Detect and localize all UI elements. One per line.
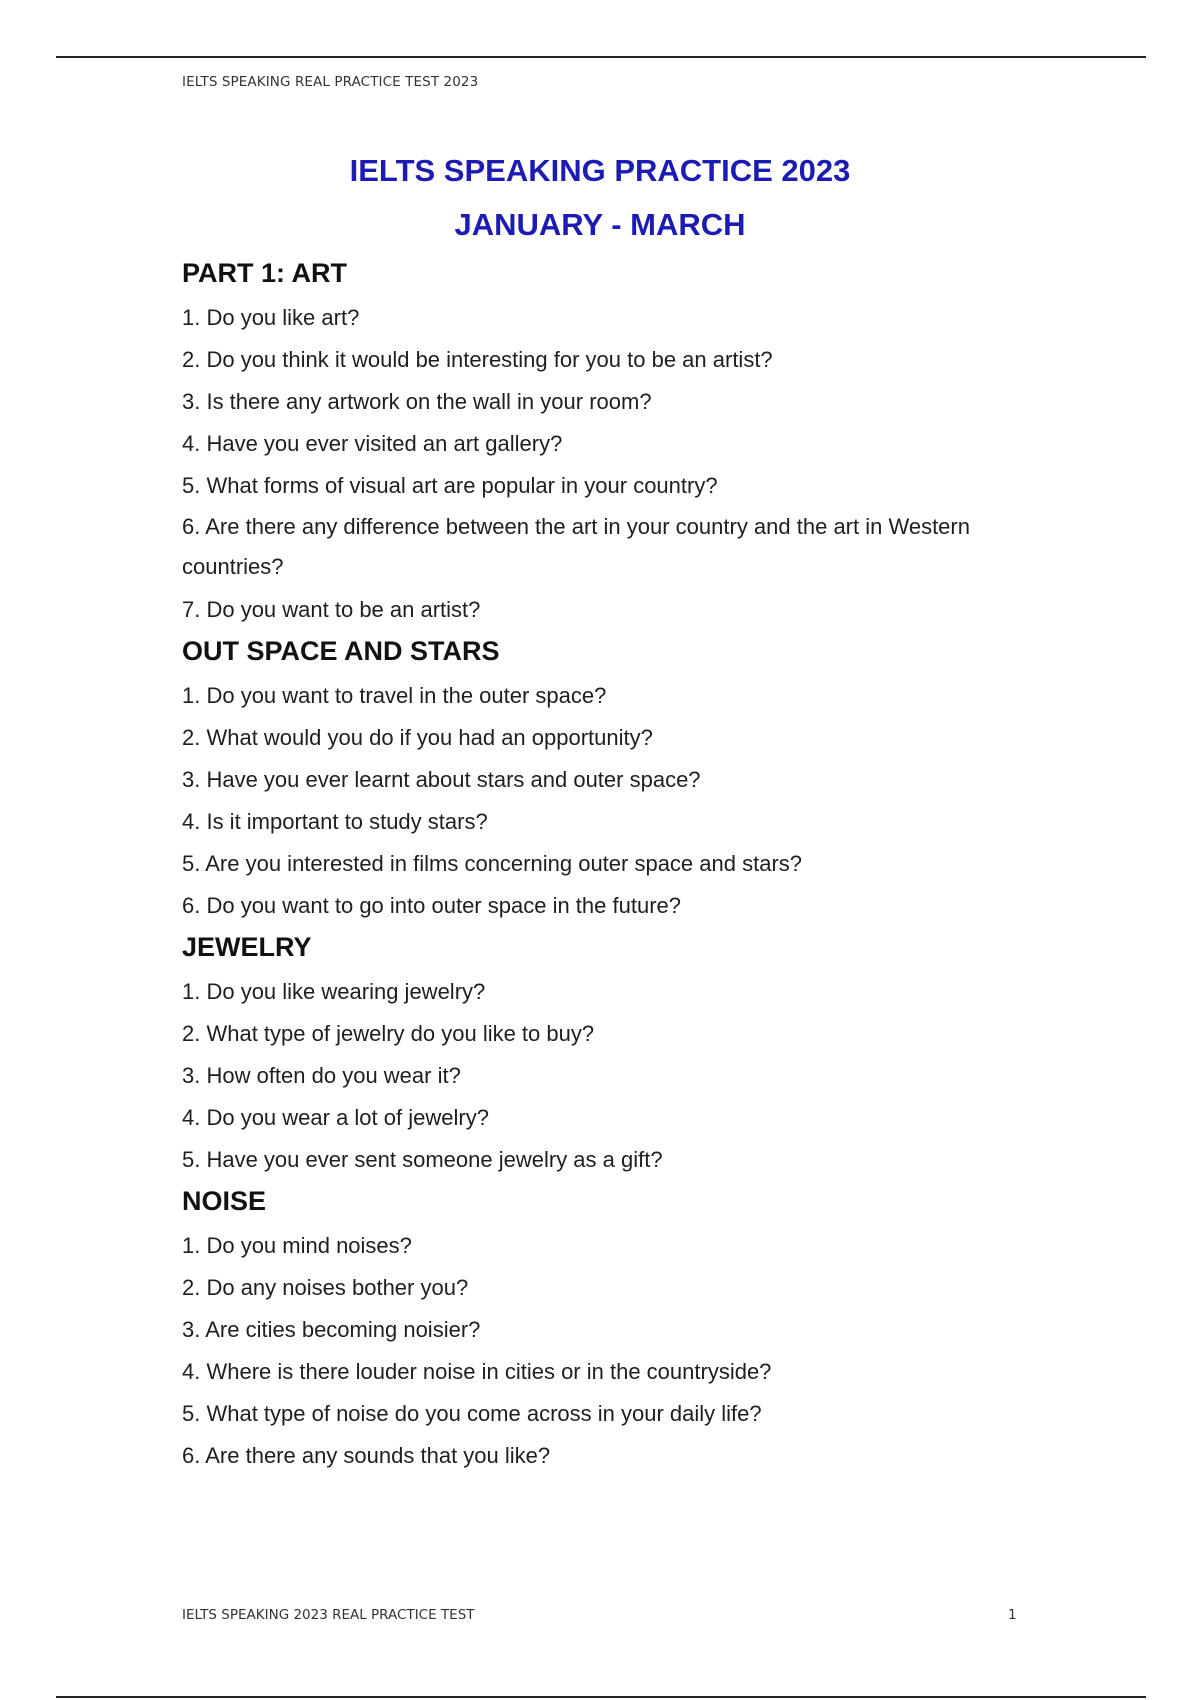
document-subtitle: JANUARY - MARCH: [454, 207, 746, 242]
question-item: 3. How often do you wear it?: [182, 1063, 461, 1088]
page-number: 1: [1008, 1607, 1017, 1623]
question-item: 4. Do you wear a lot of jewelry?: [182, 1105, 489, 1130]
question-item: 4. Have you ever visited an art gallery?: [182, 431, 563, 456]
section-heading: JEWELRY: [182, 932, 312, 962]
running-header: IELTS SPEAKING REAL PRACTICE TEST 2023: [182, 74, 479, 90]
document-title: IELTS SPEAKING PRACTICE 2023: [349, 153, 851, 188]
question-item: 1. Do you like wearing jewelry?: [182, 979, 486, 1004]
question-item: 3. Have you ever learnt about stars and outer space?: [182, 767, 701, 792]
question-item: 2. What type of jewelry do you like to buy?: [182, 1021, 595, 1046]
question-item: 6. Are there any difference between the art in your country and the art in Western countries?: [182, 514, 970, 579]
question-item: 5. Have you ever sent someone jewelry as a gift?: [182, 1147, 663, 1172]
section-heading: PART 1: ART: [182, 258, 347, 288]
running-footer: IELTS SPEAKING 2023 REAL PRACTICE TEST: [182, 1607, 475, 1623]
question-item: 7. Do you want to be an artist?: [182, 597, 481, 622]
document-title-block: [0, 144, 1200, 252]
question-item: 1. Do you mind noises?: [182, 1233, 412, 1258]
question-item: 5. What forms of visual art are popular in your country?: [182, 473, 718, 498]
section-outer-space: [182, 631, 1122, 927]
section-heading: OUT SPACE AND STARS: [182, 636, 500, 666]
question-item: 1. Do you want to travel in the outer space?: [182, 683, 607, 708]
question-item: 6. Are there any sounds that you like?: [182, 1443, 551, 1468]
section-noise: [182, 1181, 1122, 1477]
question-item: 5. Are you interested in films concerning outer space and stars?: [182, 851, 803, 876]
section-heading: NOISE: [182, 1186, 267, 1216]
question-item: 3. Is there any artwork on the wall in your room?: [182, 389, 652, 414]
question-item: 4. Is it important to study stars?: [182, 809, 488, 834]
question-item: 2. What would you do if you had an opportunity?: [182, 725, 653, 750]
question-item: 6. Do you want to go into outer space in the future?: [182, 893, 681, 918]
question-item: 4. Where is there louder noise in cities or in the countryside?: [182, 1359, 772, 1384]
question-item: 1. Do you like art?: [182, 305, 360, 330]
top-rule: [56, 56, 1146, 58]
question-item: 3. Are cities becoming noisier?: [182, 1317, 481, 1342]
questions-content: [182, 253, 1122, 1477]
question-item: 2. Do any noises bother you?: [182, 1275, 469, 1300]
section-art: [182, 253, 1122, 631]
question-item: 5. What type of noise do you come across in your daily life?: [182, 1401, 762, 1426]
question-item: 2. Do you think it would be interesting for you to be an artist?: [182, 347, 773, 372]
section-jewelry: [182, 927, 1122, 1181]
bottom-rule: [56, 1696, 1146, 1698]
